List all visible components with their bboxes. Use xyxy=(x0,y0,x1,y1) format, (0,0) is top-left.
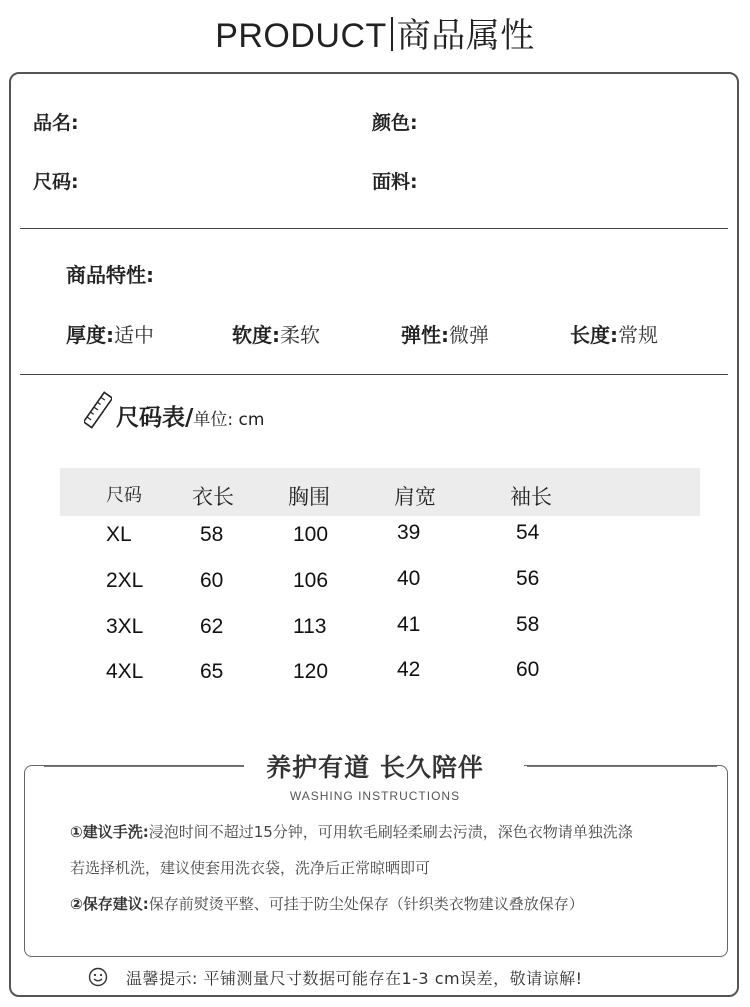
table-cell: 100 xyxy=(293,523,329,546)
care-title-line-left xyxy=(44,766,244,767)
table-cell: 62 xyxy=(200,615,224,638)
table-cell-size: 2XL xyxy=(106,569,144,592)
table-cell: 65 xyxy=(200,660,224,683)
table-cell: 39 xyxy=(397,521,421,544)
size-chart-title-text: 尺码表/ xyxy=(116,405,194,431)
feature-key: 厚度: xyxy=(66,323,114,347)
page-title xyxy=(0,8,750,57)
column-header: 胸围 xyxy=(288,485,330,509)
table-cell: 113 xyxy=(293,615,327,638)
title-chinese: 商品属性 xyxy=(396,16,535,56)
divider xyxy=(20,228,728,229)
care-storage xyxy=(70,893,584,914)
size-table-header xyxy=(60,468,700,516)
table-cell-size: XL xyxy=(106,523,132,546)
care-hand-wash-label: ①建议手洗: xyxy=(70,823,149,841)
feature-value: 适中 xyxy=(114,323,154,347)
feature-elasticity xyxy=(401,319,489,348)
feature-length xyxy=(570,319,658,348)
feature-key: 弹性: xyxy=(401,323,449,347)
size-chart-title xyxy=(116,399,264,432)
table-cell: 60 xyxy=(516,658,540,681)
feature-value: 柔软 xyxy=(280,323,320,347)
divider xyxy=(20,374,728,375)
table-cell-size: 3XL xyxy=(106,615,144,638)
care-title-line-right xyxy=(527,766,717,767)
title-divider xyxy=(391,17,393,51)
table-cell: 42 xyxy=(397,658,421,681)
care-subtitle: WASHING INSTRUCTIONS xyxy=(289,789,461,803)
care-storage-label: ②保存建议: xyxy=(70,895,149,913)
feature-value: 常规 xyxy=(618,323,658,347)
color-label: 颜色: xyxy=(372,112,418,134)
size-label: 尺码: xyxy=(33,171,79,193)
ruler-icon xyxy=(84,390,112,430)
table-cell: 40 xyxy=(397,567,421,590)
care-hand-wash-text: 浸泡时间不超过15分钟，可用软毛刷轻柔刷去污渍，深色衣物请单独洗涤 xyxy=(148,823,633,841)
table-cell: 106 xyxy=(293,569,329,592)
column-header: 衣长 xyxy=(192,485,234,509)
column-header: 尺码 xyxy=(106,485,142,506)
care-storage-text: 保存前熨烫平整、可挂于防尘处保存（针织类衣物建议叠放保存） xyxy=(148,895,584,913)
features-title: 商品特性: xyxy=(66,263,154,287)
table-cell: 60 xyxy=(200,569,224,592)
table-cell-size: 4XL xyxy=(106,660,144,683)
column-header: 袖长 xyxy=(510,485,552,509)
table-cell: 120 xyxy=(293,660,329,683)
table-cell: 56 xyxy=(516,567,540,590)
feature-value: 微弹 xyxy=(449,323,489,347)
feature-softness xyxy=(232,319,320,348)
care-machine-wash-text: 若选择机洗，建议使套用洗衣袋，洗净后正常晾晒即可 xyxy=(70,859,431,877)
column-header: 肩宽 xyxy=(394,485,436,509)
table-cell: 54 xyxy=(516,521,540,544)
care-hand-wash xyxy=(70,821,633,842)
feature-key: 软度: xyxy=(232,323,280,347)
care-title: 养护有道 长久陪伴 xyxy=(266,753,484,782)
product-name-label: 品名: xyxy=(33,112,79,134)
fabric-label: 面料: xyxy=(372,171,418,193)
size-chart-unit: 单位: cm xyxy=(193,410,265,430)
table-cell: 41 xyxy=(397,613,421,636)
table-cell: 58 xyxy=(516,613,540,636)
table-cell: 58 xyxy=(200,523,224,546)
feature-key: 长度: xyxy=(570,323,618,347)
feature-thickness xyxy=(66,319,154,348)
title-english: PRODUCT xyxy=(215,17,387,55)
footer-tip: 温馨提示: 平铺测量尺寸数据可能存在1-3 cm误差，敬请谅解! xyxy=(126,969,583,988)
smiley-icon xyxy=(88,967,108,987)
